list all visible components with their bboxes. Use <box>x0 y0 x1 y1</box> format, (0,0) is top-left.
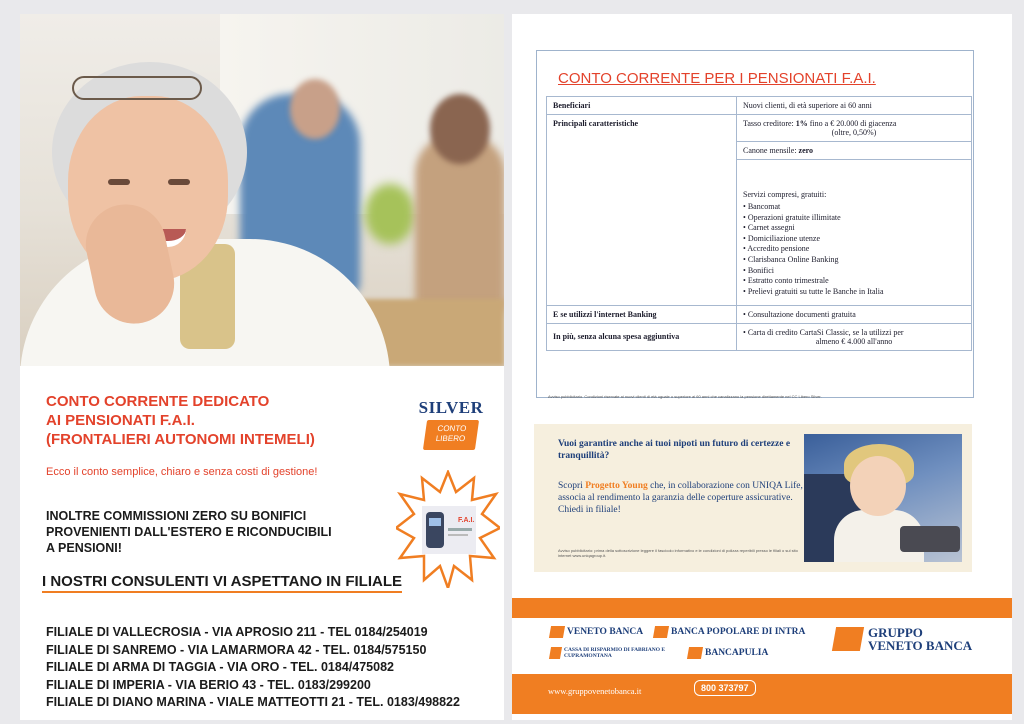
services-title: Servizi compresi, gratuiti: <box>743 190 827 199</box>
consultants-heading: I NOSTRI CONSULENTI VI ASPETTANO IN FILIALE <box>42 573 403 590</box>
service-item: • Estratto conto trimestrale <box>743 276 965 287</box>
branch-item: FILIALE DI IMPERIA - VIA BERIO 43 - TEL. 0183/299200 <box>46 677 371 692</box>
commission-notice <box>46 508 366 556</box>
gruppo-veneto-logo <box>834 626 972 652</box>
promo-text <box>558 480 808 516</box>
conto-libero-badge <box>423 420 479 450</box>
tasso-rest: fino a € 20.000 di giacenza <box>807 119 897 128</box>
row-label: In più, senza alcuna spesa aggiuntiva <box>547 324 737 351</box>
account-title <box>46 392 315 449</box>
service-item: • Operazioni gratuite illimitate <box>743 213 965 224</box>
service-item: • Bonifici <box>743 266 965 277</box>
gruppo-logo-icon <box>832 627 864 651</box>
row-label: Principali caratteristiche <box>547 115 737 306</box>
intra-logo-icon <box>653 626 669 638</box>
table-row <box>547 97 972 115</box>
branch-list <box>46 624 460 712</box>
silver-word: SILVER <box>418 398 484 417</box>
table-row <box>547 324 972 351</box>
title-line: CONTO CORRENTE DEDICATO <box>46 393 270 410</box>
service-item: • Prelievi gratuiti su tutte le Banche in Italia <box>743 287 965 298</box>
row-label: Beneficiari <box>547 97 737 115</box>
promo-box <box>534 424 972 572</box>
inpiu-line: almeno € 4.000 all'anno <box>815 337 893 347</box>
veneto-logo-icon <box>549 626 565 638</box>
bank-veneto <box>550 626 643 638</box>
orange-underline <box>42 591 402 593</box>
commission-line: A PENSIONI! <box>46 541 122 555</box>
group-line: VENETO BANCA <box>868 638 973 653</box>
left-page <box>20 14 504 720</box>
senior-woman-photo <box>20 14 504 366</box>
title-line: AI PENSIONATI F.A.I. <box>46 412 195 429</box>
commission-line: INOLTRE COMMISSIONI ZERO SU BONIFICI <box>46 509 307 523</box>
row-value <box>737 115 972 142</box>
starburst-label: F.A.I. <box>458 517 475 524</box>
bank-intra <box>654 626 805 638</box>
starburst-badge <box>396 470 500 588</box>
canone-value: zero <box>798 146 814 155</box>
promo-highlight: Progetto Young <box>585 481 648 491</box>
bank-name: BANCA POPOLARE DI INTRA <box>671 627 806 637</box>
silver-logo <box>416 398 486 450</box>
website-link[interactable]: www.gruppovenetobanca.it <box>548 686 642 696</box>
apulia-logo-icon <box>687 647 703 659</box>
bank-name: BANCAPULIA <box>705 648 769 658</box>
promo-text-before: Scopri <box>558 481 586 491</box>
tasso-rate: 1% <box>795 119 808 128</box>
service-item: • Accredito pensione <box>743 244 965 255</box>
bank-name: VENETO BANCA <box>567 627 644 637</box>
row-value: • Consultazione documenti gratuita <box>737 306 972 324</box>
child-photo <box>804 434 962 562</box>
badge-line: CONTO <box>436 424 467 433</box>
group-line: GRUPPO <box>868 625 923 640</box>
badge-line: LIBERO <box>435 434 466 443</box>
service-item: • Domiciliazione utenze <box>743 234 965 245</box>
row-value <box>737 160 972 306</box>
table-row <box>547 306 972 324</box>
inpiu-line: Carta di credito CartaSi Classic, se la utilizzi per <box>747 328 904 338</box>
row-value: • Carta di credito CartaSi Classic, se la utilizzi per almeno € 4.000 all'anno <box>737 324 972 351</box>
row-value <box>737 142 972 160</box>
table-row <box>547 115 972 142</box>
branch-item: FILIALE DI VALLECROSIA - VIA APROSIO 211 - TEL 0184/254019 <box>46 625 428 639</box>
service-item: • Carnet assegni <box>743 223 965 234</box>
toll-free-number: 800 373797 <box>694 680 756 696</box>
orange-band-top <box>512 598 1012 618</box>
promo-fine-print: Avviso pubblicitario: prima della sottoscrizione leggere il fascicolo informativo e le condizioni di polizza reperibili presso le filiali o sul sito internet www.uniqagroup.it. <box>558 548 798 558</box>
tasso-note: (oltre, 0,50%) <box>831 128 877 137</box>
commission-line: PROVENIENTI DALL'ESTERO E RICONDUCIBILI <box>46 525 332 539</box>
branch-item: FILIALE DI DIANO MARINA - VIALE MATTEOTTI 21 - TEL. 0183/498822 <box>46 695 460 709</box>
promo-text-after: che, in collaborazione con UNIQA Life, associa al rendimento la garanzia delle coperture assicurative. Chiedi in filiale! <box>558 481 803 515</box>
tagline: Ecco il conto semplice, chiaro e senza costi di gestione! <box>46 466 318 478</box>
service-item: • Clarisbanca Online Banking <box>743 255 965 266</box>
branch-item: FILIALE DI ARMA DI TAGGIA - VIA ORO - TEL. 0184/475082 <box>46 660 394 674</box>
internet-value: Consultazione documenti gratuita <box>747 310 856 320</box>
title-line: (FRONTALIERI AUTONOMI INTEMELI) <box>46 431 315 448</box>
right-page <box>512 14 1012 720</box>
row-label: E se utilizzi l'internet Banking <box>547 306 737 324</box>
footnote: Avviso pubblicitario. Condizioni riservate ai nuovi clienti di età uguale o superiore ai 60 anni che canalizzano la pensione direttamente nel CC Libero Silver. <box>548 394 822 399</box>
promo-question: Vuoi garantire anche ai tuoi nipoti un futuro di certezze e tranquillità? <box>558 439 791 461</box>
tasso-prefix: Tasso creditore: <box>743 119 796 128</box>
bank-name: CASSA DI RISPARMIO DI FABRIANO E CUPRAMONTANA <box>563 647 666 659</box>
service-item: • Bancomat <box>743 202 965 213</box>
row-value: Nuovi clienti, di età superiore ai 60 anni <box>737 97 972 115</box>
features-table <box>546 96 972 351</box>
services-list <box>743 202 965 297</box>
product-title: CONTO CORRENTE PER I PENSIONATI F.A.I. <box>558 70 876 87</box>
bank-fabriano <box>550 647 682 659</box>
canone-prefix: Canone mensile: <box>743 146 799 155</box>
bank-apulia <box>688 647 768 659</box>
fabriano-logo-icon <box>549 647 562 659</box>
branch-item: FILIALE DI SANREMO - VIA LAMARMORA 42 - TEL. 0184/575150 <box>46 642 427 657</box>
